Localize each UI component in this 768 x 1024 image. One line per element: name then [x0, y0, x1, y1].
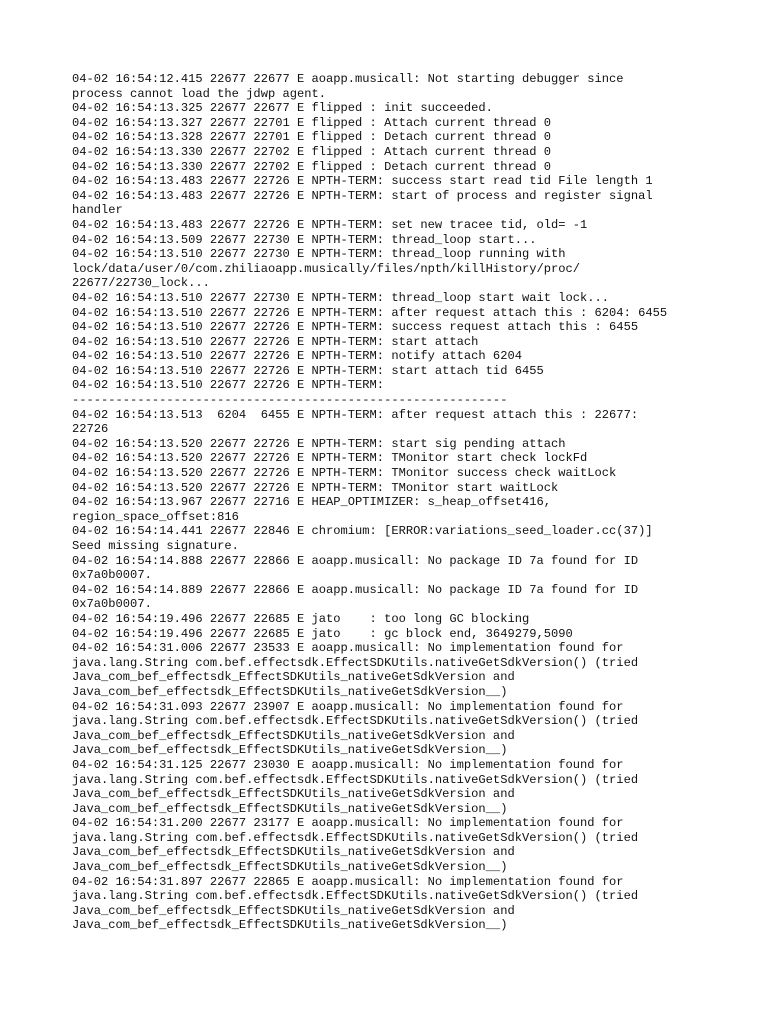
log-line: Java_com_bef_effectsdk_EffectSDKUtils_nativeGetSdkVersion__): [72, 743, 508, 758]
log-line: 04-02 16:54:13.510 22677 22726 E NPTH-TERM:: [72, 378, 385, 393]
log-line: 04-02 16:54:13.330 22677 22702 E flipped : Attach current thread 0: [72, 144, 551, 159]
log-line: 04-02 16:54:14.441 22677 22846 E chromium: [ERROR:variations_seed_loader.cc(37)]: [72, 524, 653, 539]
log-line: java.lang.String com.bef.effectsdk.EffectSDKUtils.nativeGetSdkVersion() (tried: [72, 772, 639, 787]
log-line: 04-02 16:54:19.496 22677 22685 E jato : gc block end, 3649279,5090: [72, 626, 573, 641]
log-line: 04-02 16:54:14.888 22677 22866 E aoapp.musicall: No package ID 7a found for ID: [72, 553, 639, 568]
log-line: 04-02 16:54:31.125 22677 23030 E aoapp.musicall: No implementation found for: [72, 757, 624, 772]
log-line: 04-02 16:54:13.325 22677 22677 E flipped : init succeeded.: [72, 101, 493, 116]
log-line: 0x7a0b0007.: [72, 568, 152, 583]
log-line: 04-02 16:54:13.509 22677 22730 E NPTH-TERM: thread_loop start...: [72, 232, 537, 247]
log-line: 04-02 16:54:13.510 22677 22726 E NPTH-TERM: success request attach this : 6455: [72, 320, 639, 335]
log-line: 0x7a0b0007.: [72, 597, 152, 612]
log-line: 04-02 16:54:31.006 22677 23533 E aoapp.musicall: No implementation found for: [72, 641, 624, 656]
log-line: Java_com_bef_effectsdk_EffectSDKUtils_nativeGetSdkVersion__): [72, 860, 508, 875]
log-line: java.lang.String com.bef.effectsdk.EffectSDKUtils.nativeGetSdkVersion() (tried: [72, 830, 639, 845]
log-line: 04-02 16:54:13.520 22677 22726 E NPTH-TERM: TMonitor success check waitLock: [72, 466, 617, 481]
log-line: lock/data/user/0/com.zhiliaoapp.musically/files/npth/killHistory/proc/: [72, 261, 581, 276]
log-line: 04-02 16:54:13.510 22677 22730 E NPTH-TERM: thread_loop start wait lock...: [72, 290, 610, 305]
log-line: Java_com_bef_effectsdk_EffectSDKUtils_nativeGetSdkVersion__): [72, 801, 508, 816]
log-line: Java_com_bef_effectsdk_EffectSDKUtils_nativeGetSdkVersion and: [72, 728, 515, 743]
log-line: 04-02 16:54:13.510 22677 22726 E NPTH-TERM: start attach tid 6455: [72, 363, 544, 378]
log-line: Java_com_bef_effectsdk_EffectSDKUtils_nativeGetSdkVersion__): [72, 918, 508, 933]
log-line: Java_com_bef_effectsdk_EffectSDKUtils_nativeGetSdkVersion__): [72, 684, 508, 699]
log-line: 04-02 16:54:13.520 22677 22726 E NPTH-TERM: start sig pending attach: [72, 436, 566, 451]
log-line: 04-02 16:54:12.415 22677 22677 E aoapp.musicall: Not starting debugger since: [72, 72, 624, 86]
log-line: handler: [72, 203, 123, 218]
log-line: 04-02 16:54:13.510 22677 22726 E NPTH-TERM: after request attach this : 6204: 6455: [72, 305, 668, 320]
log-line: 04-02 16:54:13.483 22677 22726 E NPTH-TERM: set new tracee tid, old= -1: [72, 217, 588, 232]
log-line: 04-02 16:54:13.967 22677 22716 E HEAP_OPTIMIZER: s_heap_offset416,: [72, 495, 551, 510]
log-line: java.lang.String com.bef.effectsdk.EffectSDKUtils.nativeGetSdkVersion() (tried: [72, 714, 639, 729]
log-line: Seed missing signature.: [72, 539, 239, 553]
log-line: 04-02 16:54:13.513 6204 6455 E NPTH-TERM: after request attach this : 22677:: [72, 407, 639, 422]
log-line: 22677/22730_lock...: [72, 276, 210, 291]
log-text-block: [72, 72, 732, 933]
log-line: 04-02 16:54:13.520 22677 22726 E NPTH-TERM: TMonitor start check lockFd: [72, 451, 588, 466]
log-line: 04-02 16:54:13.483 22677 22726 E NPTH-TERM: success start read tid File length 1: [72, 174, 653, 189]
log-line: 22726: [72, 422, 109, 437]
log-line: 04-02 16:54:13.330 22677 22702 E flipped : Detach current thread 0: [72, 159, 551, 174]
log-line: 04-02 16:54:14.889 22677 22866 E aoapp.musicall: No package ID 7a found for ID: [72, 582, 639, 597]
log-line: 04-02 16:54:13.510 22677 22726 E NPTH-TERM: start attach: [72, 334, 479, 349]
log-line: 04-02 16:54:13.510 22677 22726 E NPTH-TERM: notify attach 6204: [72, 349, 522, 364]
log-line: java.lang.String com.bef.effectsdk.EffectSDKUtils.nativeGetSdkVersion() (tried: [72, 655, 639, 670]
log-line: 04-02 16:54:13.327 22677 22701 E flipped : Attach current thread 0: [72, 115, 551, 130]
log-line: process cannot load the jdwp agent.: [72, 86, 327, 101]
log-line: Java_com_bef_effectsdk_EffectSDKUtils_nativeGetSdkVersion and: [72, 845, 515, 860]
log-line: 04-02 16:54:31.200 22677 23177 E aoapp.musicall: No implementation found for: [72, 816, 624, 831]
log-line: Java_com_bef_effectsdk_EffectSDKUtils_nativeGetSdkVersion and: [72, 903, 515, 918]
log-line: 04-02 16:54:31.093 22677 23907 E aoapp.musicall: No implementation found for: [72, 699, 624, 714]
log-line: Java_com_bef_effectsdk_EffectSDKUtils_nativeGetSdkVersion and: [72, 670, 515, 685]
log-line: java.lang.String com.bef.effectsdk.EffectSDKUtils.nativeGetSdkVersion() (tried: [72, 889, 639, 904]
log-line: region_space_offset:816: [72, 509, 239, 524]
log-line: 04-02 16:54:31.897 22677 22865 E aoapp.musicall: No implementation found for: [72, 874, 624, 889]
log-line: 04-02 16:54:13.510 22677 22730 E NPTH-TERM: thread_loop running with: [72, 247, 566, 262]
log-line: ------------------------------------------------------------: [72, 393, 508, 408]
log-line: 04-02 16:54:13.483 22677 22726 E NPTH-TERM: start of process and register signal: [72, 188, 653, 203]
log-line: 04-02 16:54:19.496 22677 22685 E jato : too long GC blocking: [72, 611, 530, 626]
log-line: 04-02 16:54:13.328 22677 22701 E flipped : Detach current thread 0: [72, 130, 551, 145]
log-line: 04-02 16:54:13.520 22677 22726 E NPTH-TERM: TMonitor start waitLock: [72, 480, 559, 495]
log-line: Java_com_bef_effectsdk_EffectSDKUtils_nativeGetSdkVersion and: [72, 787, 515, 802]
